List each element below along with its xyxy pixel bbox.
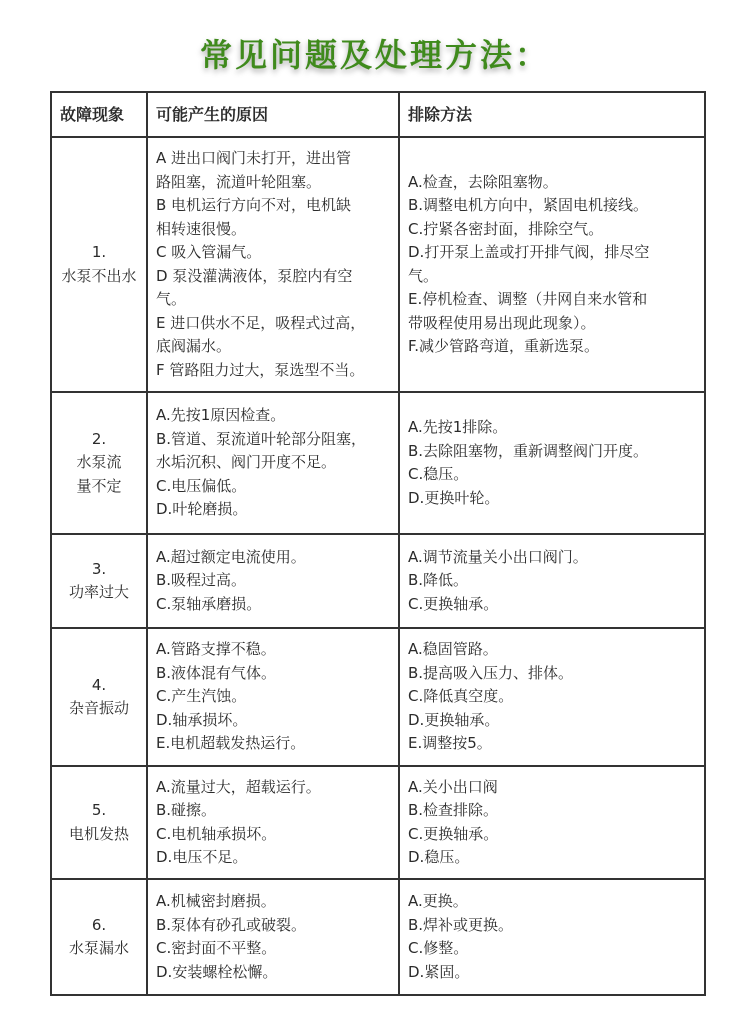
cause-cell	[147, 392, 399, 534]
cause-line: C.电压偏低。	[156, 476, 247, 495]
symptom-cell	[51, 879, 147, 995]
fix-line: D.稳压。	[408, 848, 470, 866]
fix-line: D.更换轴承。	[408, 710, 500, 729]
cause-line: B.吸程过高。	[156, 571, 247, 590]
fix-line: C.更换轴承。	[408, 594, 499, 613]
cause-line: D.叶轮磨损。	[156, 500, 248, 519]
table-row	[51, 766, 705, 879]
cause-line: E.电机超载发热运行。	[156, 734, 306, 753]
table-row	[51, 879, 705, 995]
fix-line: A.先按1排除。	[408, 418, 508, 436]
fix-cell	[399, 392, 705, 534]
cause-line: B.管道、泵流道叶轮部分阻塞，	[156, 429, 367, 448]
cause-cell	[147, 137, 399, 392]
cause-line: A.机械密封磨损。	[156, 892, 276, 910]
cause-line: D.安装螺栓松懈。	[156, 962, 278, 981]
symptom-cell	[51, 628, 147, 766]
troubleshooting-table	[50, 91, 706, 996]
cause-line: D.轴承损坏。	[156, 710, 248, 729]
header-fix: 排除方法	[399, 92, 705, 137]
cause-line: 气。	[156, 290, 187, 308]
symptom-text: 水泵不出水	[61, 266, 137, 285]
symptom-cell	[51, 137, 147, 392]
fix-line: A.检查，去除阻塞物。	[408, 172, 558, 191]
fix-line: B.调整电机方向中，紧固电机接线。	[408, 196, 649, 214]
symptom-number: 3.	[91, 559, 107, 578]
cause-line: C 吸入管漏气。	[156, 243, 262, 261]
cause-line: 水垢沉积、阀门开度不足。	[156, 453, 337, 472]
fix-line: A.稳固管路。	[408, 640, 498, 659]
symptom-text: 电机发热	[68, 824, 129, 843]
fix-cell	[399, 137, 705, 392]
cause-line: A 进出口阀门未打开，进出管	[156, 149, 352, 167]
table-row	[51, 137, 705, 392]
fix-line: B.去除阻塞物，重新调整阀门开度。	[408, 441, 649, 460]
fix-line: 带吸程使用易出现此现象）。	[408, 313, 596, 332]
fix-line: D.打开泵上盖或打开排气阀，排尽空	[408, 243, 650, 261]
cause-line: A.先按1原因检查。	[156, 406, 286, 425]
fix-line: B.检查排除。	[408, 801, 499, 819]
cause-line: C.密封面不平整。	[156, 939, 277, 957]
cause-line: B 电机运行方向不对，电机缺	[156, 196, 352, 214]
cause-cell	[147, 628, 399, 766]
fix-line: F.减少管路弯道，重新选泵。	[408, 337, 599, 355]
cause-line: A.超过额定电流使用。	[156, 547, 306, 566]
fix-line: E.停机检查、调整（井网自来水管和	[408, 290, 648, 308]
table-row	[51, 534, 705, 628]
fix-cell	[399, 879, 705, 995]
fix-line: A.更换。	[408, 892, 468, 910]
cause-line: D.电压不足。	[156, 848, 248, 866]
fix-line: A.关小出口阀	[408, 777, 498, 796]
page-title: 常见问题及处理方法：	[199, 36, 550, 74]
fix-cell	[399, 628, 705, 766]
cause-line: C.泵轴承磨损。	[156, 594, 262, 613]
cause-line: B.液体混有气体。	[156, 663, 277, 682]
cause-line: C.产生汽蚀。	[156, 687, 247, 706]
fix-line: B.焊补或更换。	[408, 915, 514, 934]
symptom-text: 水泵漏水	[68, 939, 129, 957]
fix-line: 气。	[408, 266, 439, 285]
table-row	[51, 628, 705, 766]
symptom-text: 量不定	[76, 476, 122, 495]
fix-line: B.降低。	[408, 571, 469, 590]
fix-line: D.更换叶轮。	[408, 488, 500, 507]
symptom-number: 5.	[91, 801, 107, 819]
symptom-cell	[51, 766, 147, 879]
symptom-text: 杂音振动	[68, 699, 129, 717]
symptom-text: 功率过大	[68, 583, 129, 601]
cause-line: D 泵没灌满液体，泵腔内有空	[156, 266, 353, 285]
cause-line: F 管路阻力过大，泵选型不当。	[156, 360, 365, 379]
fix-line: C.降低真空度。	[408, 687, 514, 706]
header-symptom: 故障现象	[51, 92, 147, 137]
cause-line: 相转速很慢。	[156, 219, 247, 238]
fix-line: B.提高吸入压力、排体。	[408, 663, 574, 682]
symptom-number: 6.	[91, 915, 107, 934]
cause-line: A.流量过大，超载运行。	[156, 777, 321, 796]
symptom-cell	[51, 534, 147, 628]
table-header-row	[51, 92, 705, 137]
cause-line: B.碰擦。	[156, 801, 217, 819]
cause-line: 路阻塞，流道叶轮阻塞。	[156, 172, 322, 191]
symptom-number: 1.	[91, 243, 107, 261]
cause-line: A.管路支撑不稳。	[156, 640, 276, 659]
fix-cell	[399, 534, 705, 628]
symptom-text: 水泵流	[76, 453, 122, 472]
cause-cell	[147, 534, 399, 628]
fix-line: C.拧紧各密封面，排除空气。	[408, 219, 604, 238]
fix-line: D.紧固。	[408, 962, 470, 981]
cause-line: C.电机轴承损坏。	[156, 824, 277, 843]
fix-cell	[399, 766, 705, 879]
symptom-number: 4.	[91, 675, 107, 694]
cause-cell	[147, 879, 399, 995]
fix-line: A.调节流量关小出口阀门。	[408, 547, 588, 566]
header-cause: 可能产生的原因	[147, 92, 399, 137]
symptom-number: 2.	[91, 429, 107, 448]
fix-line: C.更换轴承。	[408, 824, 499, 843]
cause-cell	[147, 766, 399, 879]
cause-line: E 进口供水不足，吸程式过高，	[156, 313, 366, 332]
fix-line: C.修整。	[408, 939, 469, 957]
fix-line: C.稳压。	[408, 465, 469, 483]
symptom-cell	[51, 392, 147, 534]
fix-line: E.调整按5。	[408, 734, 492, 753]
cause-line: 底阀漏水。	[156, 337, 232, 355]
table-row	[51, 392, 705, 534]
cause-line: B.泵体有砂孔或破裂。	[156, 915, 307, 934]
